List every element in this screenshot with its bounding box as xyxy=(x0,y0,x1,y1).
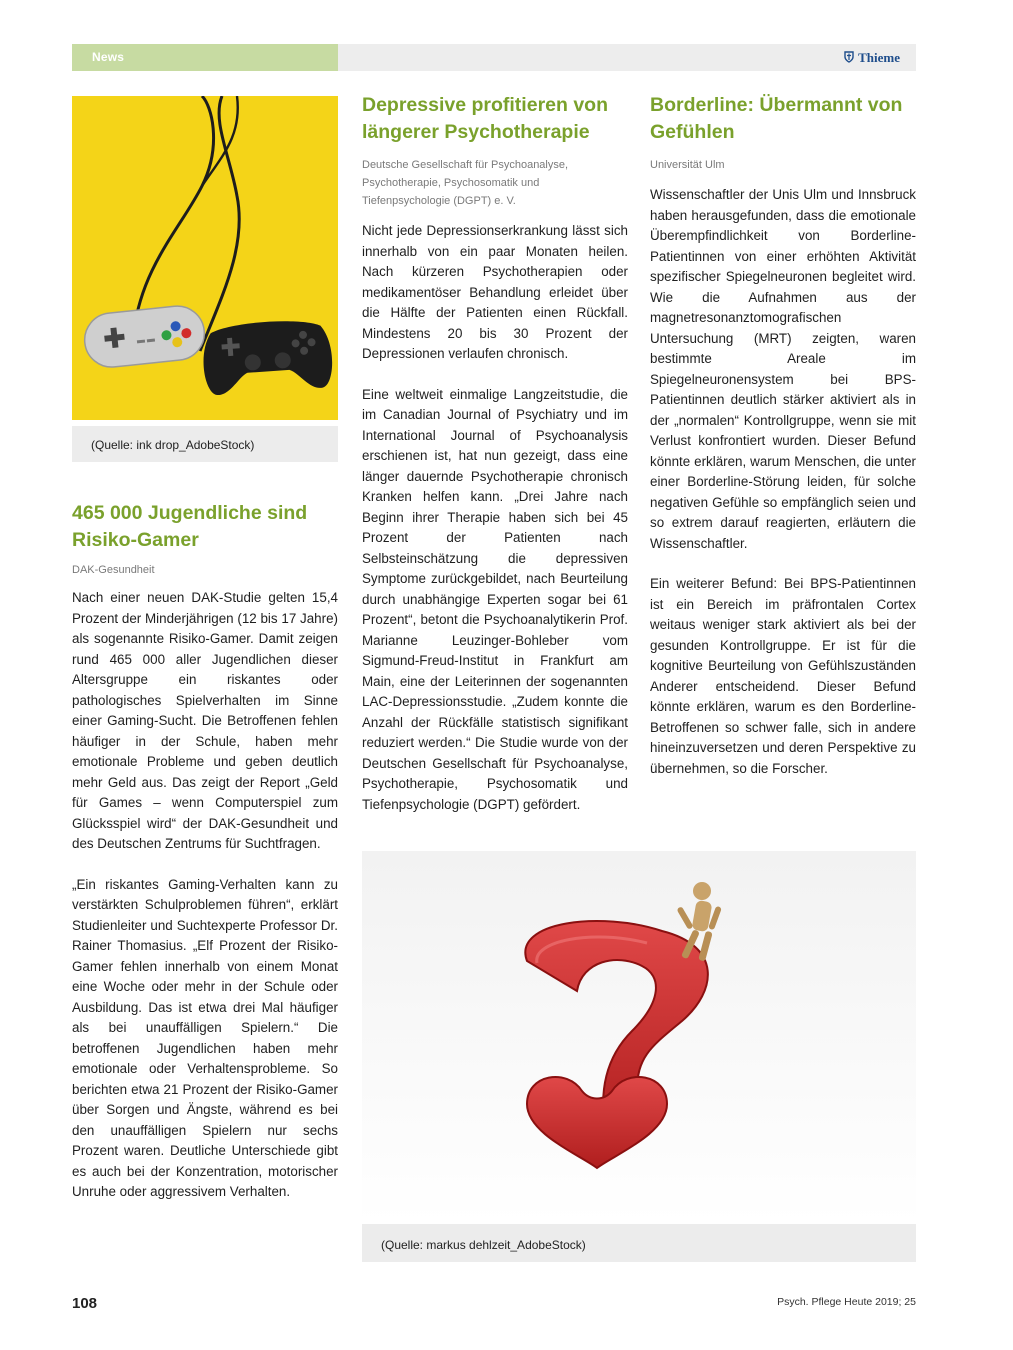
section-header-bar xyxy=(72,44,338,71)
article-source: DAK-Gesundheit xyxy=(72,564,155,576)
paragraph: Nach einer neuen DAK-Studie gelten 15,4 Prozent der Minderjährigen (12 bis 17 Jahre) als sogenannte Risiko-Gamer. Damit zeigen rund 465 000 aller Jugendlichen dieser Altersgruppe ein riskantes oder pathologisches Spielverhalten im Sinne einer Gaming-Sucht. Die Betroffenen fehlen häufiger in der Schule, haben mehr emotionale Probleme und geben deutlich mehr Geld aus. Das zeigt der Report „Geld für Games – wenn Computerspiel zum Glücksspiel wird“ der DAK-Gesundheit und des Deutschen Zentrums für Suchtfragen. xyxy=(72,590,338,851)
article-title: 465 000 Jugendliche sind Risiko-Gamer xyxy=(72,502,308,551)
paragraph: „Ein riskantes Gaming-Verhalten kann zu verstärkten Schulproblemen führen“, erklärt Studienleiter und Suchtexperte Professor Dr. Rainer Thomasius. „Elf Prozent der Risiko-Gamer fehlen innerhalb von einem Monat eine Woche oder mehr in der Schule oder Ausbildung. Das ist etwa drei Mal häufiger als bei unauffälligen Spielern.“ Die betroffenen Jugendlichen haben mehr emotionale oder Verhaltensprobleme. So berichten etwa 21 Prozent der Risiko-Gamer über Sorgen und Ängste, während es bei den unauffälligen Spielern nur sechs Prozent waren. Deutliche Unterschiede gibt es auch bei der Konzentration, motorischer Unruhe oder aggressivem Verhalten. xyxy=(72,876,338,1199)
image-caption-box xyxy=(72,426,338,462)
article-source: Deutsche Gesellschaft für Psychoanalyse, Psychotherapie, Psychosomatik und Tiefenpsychologie (DGPT) e. V. xyxy=(362,159,569,207)
article-borderline xyxy=(650,92,916,799)
article-source: Universität Ulm xyxy=(650,159,725,171)
article-title: Depressive profitieren von längerer Psychotherapie xyxy=(362,94,608,143)
brand-logo xyxy=(844,50,900,66)
section-label: News xyxy=(92,50,125,64)
thieme-shield-icon xyxy=(844,51,854,63)
paragraph: Nicht jede Depressionserkrankung lässt sich innerhalb von ein paar Monaten heilen. Nach kürzeren Psychotherapien oder medikamentöser Behandlung erleidet über die Hälfte der Patienten einen Rückfall. Mindestens 20 bis 30 Prozent der Depressionen verlaufen chronisch. xyxy=(362,223,628,361)
article-depression xyxy=(362,92,628,835)
article-title: Borderline: Übermannt von Gefühlen xyxy=(650,94,903,143)
article-body xyxy=(362,221,628,815)
page-number: 108 xyxy=(72,1295,98,1312)
paragraph: Eine weltweit einmalige Langzeitstudie, die im Canadian Journal of Psychiatry und im International Journal of Psychoanalysis erschienen ist, hat nun gezeigt, dass eine länger dauernde Psychotherapie chronisch Kranken helfen kann. „Drei Jahre nach Beginn ihrer Therapie haben sich bei 45 Prozent der Patienten nach Selbsteinschätzung die depressiven Symptome zurückgebildet, nach Beurteilung durch unabhängige Experten sogar bei 61 Prozent“, betont die Psychoanalytikerin Prof. Marianne Leuzinger-Bohleber vom Sigmund-Freud-Institut in Frankfurt am Main, eine der Leiterinnen der sogenannten LAC-Depressionsstudie. „Zudem konnte die Anzahl der Rückfälle statistisch signifikant reduziert werden.“ Die Studie wurde von der Deutschen Gesellschaft für Psychoanalyse, Psychotherapie, Psychosomatik und Tiefenpsychologie (DGPT) gefördert. xyxy=(362,386,628,812)
article-body xyxy=(650,185,916,779)
article-body xyxy=(72,588,338,1203)
brand-header-bar xyxy=(338,44,916,71)
paragraph: Ein weiterer Befund: Bei BPS-Patientinnen ist ein Bereich im präfrontalen Cortex weitaus weniger stark aktiviert als bei der gesunden Kontrollgruppe. Er ist für die kognitive Beurteilung von Gefühlszuständen Anderer entscheidend. Dieser Befund könnte erklären, warum es den Borderline-Betroffenen so schwer falle, sich in andere hineinzuversetzen und deren Perspektive zu übernehmen, so die Forscher. xyxy=(650,576,916,776)
question-heart-image xyxy=(362,851,916,1224)
article-gaming xyxy=(72,500,338,1223)
gamepad-image xyxy=(72,96,338,420)
brand-name: Thieme xyxy=(858,50,900,65)
journal-citation: Psych. Pflege Heute 2019; 25 xyxy=(777,1296,916,1308)
question-heart-illustration xyxy=(362,851,916,1224)
paragraph: Wissenschaftler der Unis Ulm und Innsbruck haben herausgefunden, dass die emotionale Überempfindlichkeit von Borderline-Patientinnen von einer erhöhten Aktivität spezifischer Spiegelneuronen begleitet wird. Wie die Aufnahmen aus der magnetresonanztomografischen Untersuchung (MRT) zeigten, waren bestimmte Areale im Spiegelneuronensystem bei BPS-Patientinnen deutlich stärker aktiviert als in der „normalen“ Kontrollgruppe, wenn sie mit Verlust konfrontiert wurden. Dieser Befund könnte erklären, warum Menschen, die unter einer Borderline-Störung leiden, für solche negativen Gefühle so empfänglich seien und so extrem darauf reagierten, erläutern die Wissenschaftler. xyxy=(650,187,916,551)
image-caption-box xyxy=(362,1224,916,1262)
gamepad-illustration xyxy=(72,96,338,420)
image-caption: (Quelle: ink drop_AdobeStock) xyxy=(91,438,255,452)
image-caption: (Quelle: markus dehlzeit_AdobeStock) xyxy=(381,1238,586,1252)
